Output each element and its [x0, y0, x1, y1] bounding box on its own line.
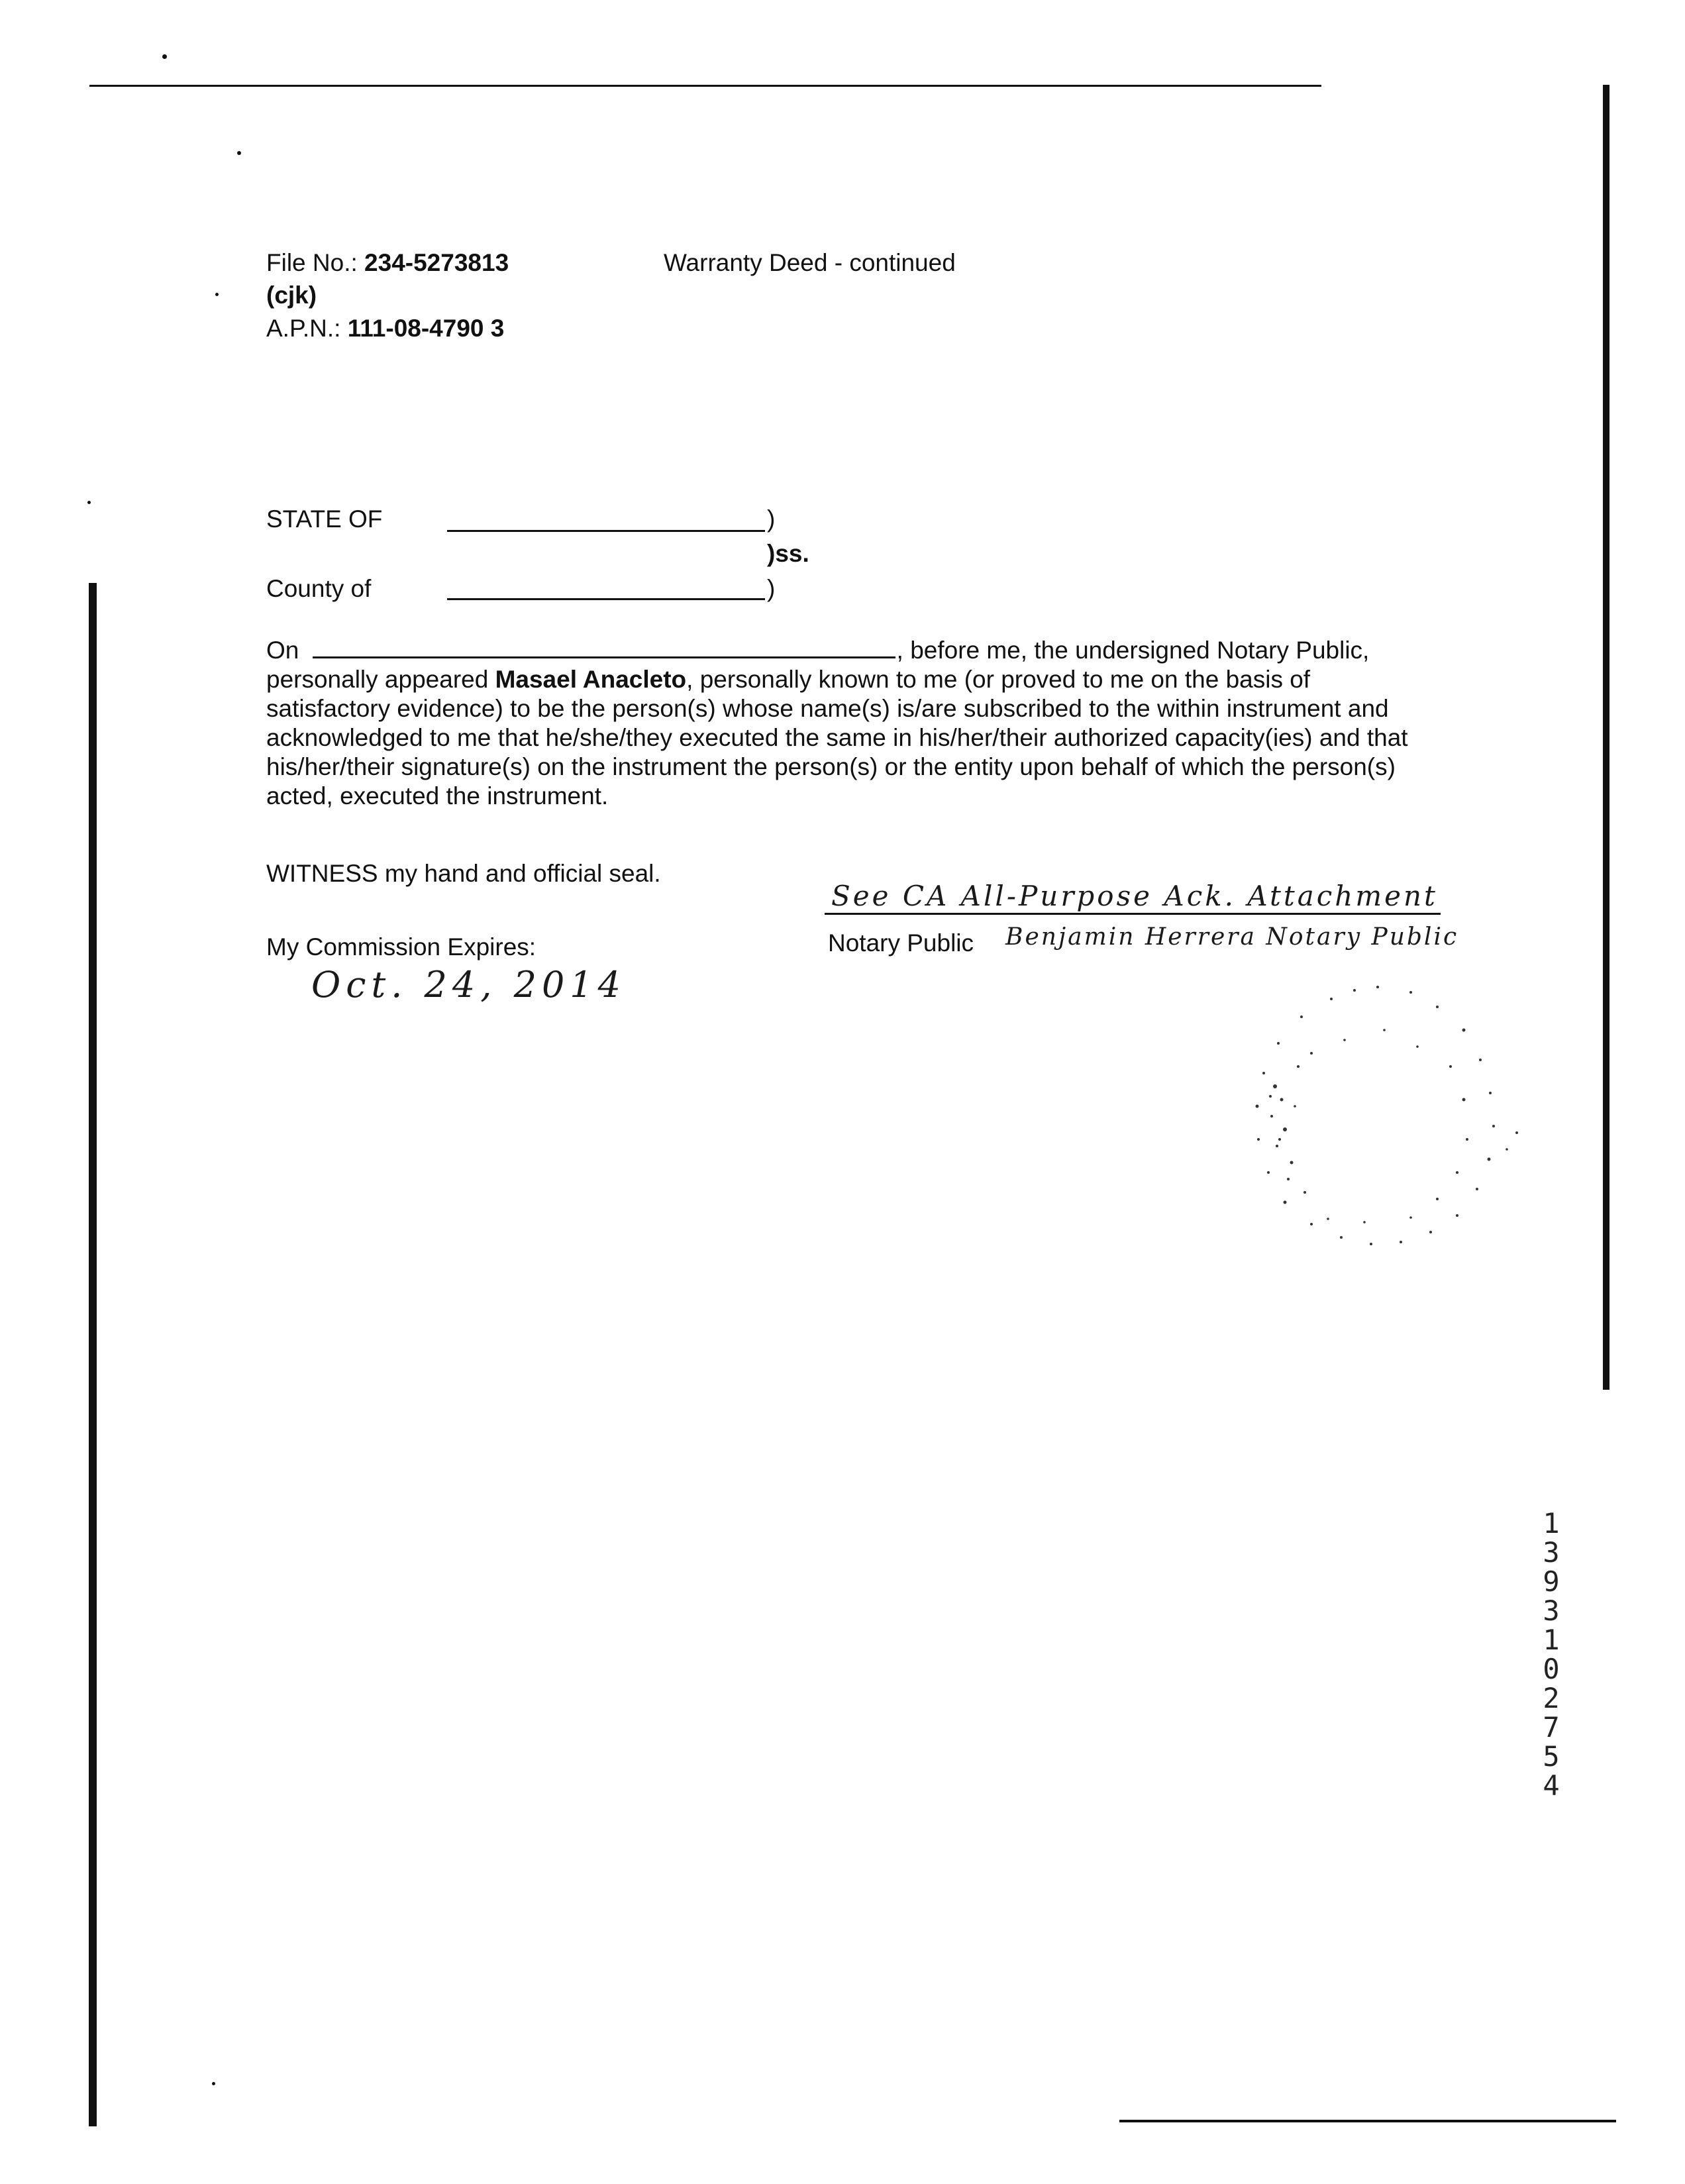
apn-label: A.P.N.:	[266, 315, 341, 342]
state-blank-line	[447, 530, 765, 532]
ack-text-after-blank: , before me, the undersigned Notary Public,	[896, 637, 1370, 664]
scan-speck	[215, 293, 219, 296]
scan-speck	[212, 2082, 215, 2085]
state-label: STATE OF	[266, 505, 383, 533]
scan-speck	[237, 151, 241, 155]
file-number-value: 234-5273813	[364, 249, 509, 276]
date-blank-line	[313, 656, 895, 658]
recording-book-number: 1 3 9 3 1	[1543, 1507, 1560, 1656]
top-scan-line	[89, 85, 1321, 87]
file-code: (cjk)	[266, 282, 317, 309]
county-label: County of	[266, 575, 372, 602]
file-number-label: File No.:	[266, 249, 358, 276]
commission-label: My Commission Expires:	[266, 933, 536, 961]
scan-speck	[162, 54, 167, 59]
appeared-name: Masael Anacleto	[495, 666, 687, 693]
bottom-scan-line	[1119, 2120, 1616, 2122]
ack-text-pre: personally appeared	[266, 666, 495, 693]
acknowledgment-paragraph	[266, 636, 1432, 811]
left-scan-border	[89, 583, 97, 2126]
notary-public-label: Notary Public	[828, 929, 974, 957]
on-label: On	[266, 637, 299, 664]
apn-line	[266, 314, 504, 343]
recording-page-number: 0 2 7 5 4	[1543, 1653, 1560, 1802]
handwritten-ack-note: See CA All-Purpose Ack. Attachment	[831, 880, 1438, 912]
scan-speck	[87, 501, 91, 504]
right-scan-border	[1603, 85, 1609, 1390]
commission-handwritten-date: Oct. 24, 2014	[311, 964, 627, 1006]
document-title: Warranty Deed - continued	[664, 249, 956, 276]
county-paren: )	[767, 575, 776, 602]
state-paren: )	[767, 505, 776, 533]
apn-value: 111-08-4790 3	[347, 315, 505, 342]
county-blank-line	[447, 598, 765, 600]
ss-label: )ss.	[767, 540, 809, 567]
ack-text-rest: , personally known to me (or proved to me on the basis of satisfactory evidence) to be the person(s) whose name(s) is/are subscribed to the within instrument and acknowledged to me that he/she/they executed the same in his/her/their authorized capacity(ies) and that his/her/their signature(s) on the instrument the person(s) or the entity upon behalf of which the person(s) acted, executed the instrument.	[266, 666, 1408, 809]
handwritten-notary-name: Benjamin Herrera Notary Public	[1005, 923, 1459, 951]
file-number-line	[266, 248, 509, 278]
notary-seal-icon	[1212, 967, 1543, 1272]
notary-signature-line	[825, 913, 1441, 915]
witness-text: WITNESS my hand and official seal.	[266, 860, 661, 887]
